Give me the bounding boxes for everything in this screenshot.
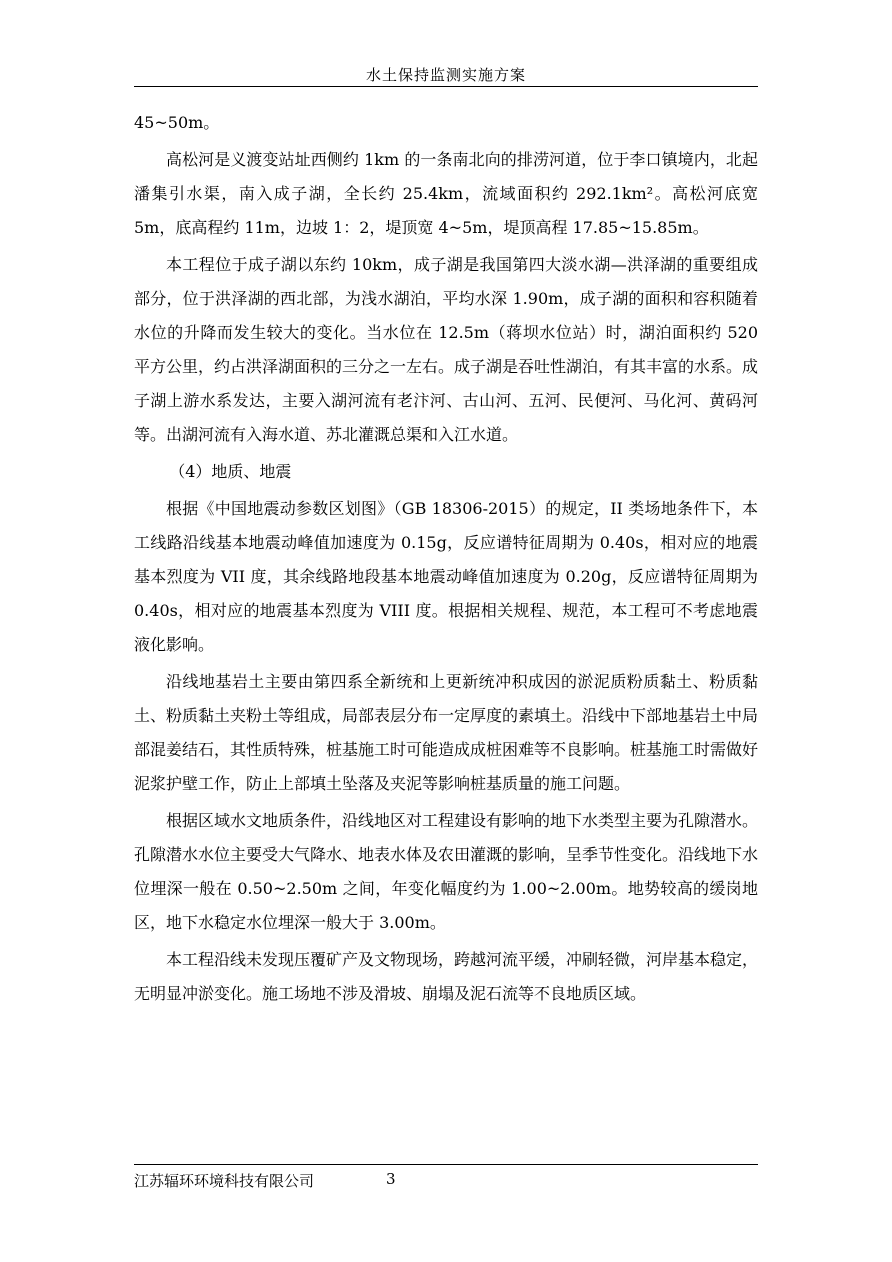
paragraph-continuation: 45~50m。: [134, 113, 220, 132]
paragraph-chengzi-lake: 本工程位于成子湖以东约 10km，成子湖是我国第四大淡水湖—洪泽湖的重要组成部分，位于洪泽湖的西北部，为浅水湖泊，平均水深 1.90m，成子湖的面积和容积随着水位的升降而发生较大的变化。当水位在 12.5m（蒋坝水位站）时，湖泊面积约 520 平方公里，约占洪泽湖面积的三分之一左右。成子湖是吞吐性湖泊，有其丰富的水系。成子湖上游水系发达，主要入湖河流有老汴河、古山河、五河、民便河、马化河、黄码河等。出湖河流有入海水道、苏北灌溉总渠和入江水道。: [134, 255, 759, 444]
paragraph-site-conditions: 本工程沿线未发现压覆矿产及文物现场，跨越河流平缓，冲刷轻微，河岸基本稳定，无明显冲淤变化。施工场地不涉及滑坡、崩塌及泥石流等不良地质区域。: [134, 950, 759, 1003]
footer-company-name: 江苏辐环环境科技有限公司: [134, 1172, 315, 1190]
paragraph-groundwater: 根据区域水文地质条件，沿线地区对工程建设有影响的地下水类型主要为孔隙潜水。孔隙潜水水位主要受大气降水、地表水体及农田灌溉的影响，呈季节性变化。沿线地下水位埋深一般在 0.50~2.50m 之间，年变化幅度约为 1.00~2.00m。地势较高的缓岗地区，地下水稳定水位埋深一般大于 3.00m。: [134, 811, 759, 932]
page-header-title: 水土保持监测实施方案: [365, 66, 526, 84]
document-body: [134, 106, 758, 1014]
paragraph-foundation-soil: 沿线地基岩土主要由第四系全新统和上更新统冲积成因的淤泥质粉质黏土、粉质黏土、粉质黏土夹粉土等组成，局部表层分布一定厚度的素填土。沿线中下部地基岩土中局部混姜结石，其性质特殊，桩基施工时可能造成成桩困难等不良影响。桩基施工时需做好泥浆护壁工作，防止上部填土坠落及夹泥等影响桩基质量的施工问题。: [134, 672, 759, 793]
footer-divider: [134, 1164, 758, 1165]
header-divider: [134, 86, 758, 87]
section-heading-geology: （4）地质、地震: [169, 462, 292, 481]
page-number: 3: [386, 1170, 396, 1188]
paragraph-gaosong-river: 高松河是义渡变站址西侧约 1km 的一条南北向的排涝河道，位于李口镇境内，北起潘集引水渠，南入成子湖，全长约 25.4km，流域面积约 292.1km²。高松河底宽 5m，底高程约 11m，边坡 1：2，堤顶宽 4~5m，堤顶高程 17.85~15.85m。: [134, 150, 758, 237]
paragraph-seismic: 根据《中国地震动参数区划图》（GB 18306-2015）的规定，II 类场地条件下，本工线路沿线基本地震动峰值加速度为 0.15g，反应谱特征周期为 0.40s，相对应的地震基本烈度为 VII 度，其余线路地段基本地震动峰值加速度为 0.20g，反应谱特征周期为 0.40s，相对应的地震基本烈度为 VIII 度。根据相关规程、规范，本工程可不考虑地震液化影响。: [134, 499, 758, 654]
